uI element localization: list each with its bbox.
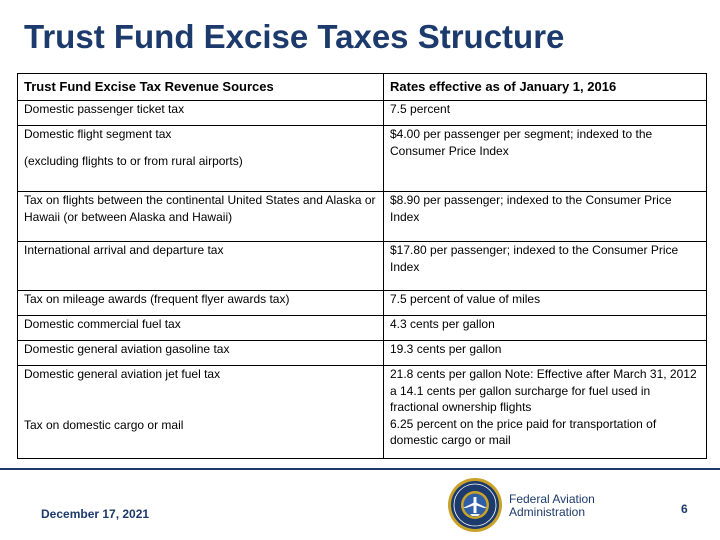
- tax-rate-cell: 7.5 percent: [384, 101, 707, 126]
- column-header-sources: Trust Fund Excise Tax Revenue Sources: [18, 74, 384, 101]
- tax-rate-cell: [384, 366, 707, 459]
- tax-rate-label: 6.25 percent on the price paid for transportation of domestic cargo or mail: [390, 416, 657, 447]
- faa-wordmark-line1: Federal Aviation: [509, 492, 595, 506]
- tax-source-cell: Domestic commercial fuel tax: [18, 316, 384, 341]
- table-row: [18, 192, 707, 242]
- excise-tax-table: [17, 73, 707, 459]
- tax-rate-cell: 4.3 cents per gallon: [384, 316, 707, 341]
- column-header-rates: Rates effective as of January 1, 2016: [384, 74, 707, 101]
- tax-rate-label: 21.8 cents per gallon Note: Effective after March 31, 2012 a 14.1 cents per gallon surcharge for fuel used in fractional ownership flights: [390, 367, 697, 414]
- table-row: [18, 101, 707, 126]
- tax-source-cell: Domestic passenger ticket tax: [18, 101, 384, 126]
- footer-date: December 17, 2021: [41, 507, 150, 521]
- tax-source-cell: [18, 126, 384, 192]
- tax-source-note: (excluding flights to or from rural airports): [24, 153, 243, 168]
- table-row: [18, 341, 707, 366]
- tax-rate-cell: $17.80 per passenger; indexed to the Consumer Price Index: [384, 242, 707, 291]
- tax-source-cell: Tax on flights between the continental United States and Alaska or Hawaii (or between Alaska and Hawaii): [18, 192, 384, 242]
- slide-title: Trust Fund Excise Taxes Structure: [24, 18, 565, 55]
- faa-wordmark-line2: Administration: [509, 504, 586, 519]
- tax-source-label: Domestic general aviation jet fuel tax: [24, 367, 221, 381]
- tax-source-cell: [18, 366, 384, 459]
- tax-source-label: Domestic flight segment tax: [24, 127, 172, 141]
- tax-rate-cell: 19.3 cents per gallon: [384, 341, 707, 366]
- tax-source-cell: Tax on mileage awards (frequent flyer awards tax): [18, 291, 384, 316]
- page-number: 6: [681, 502, 688, 516]
- table-row: [18, 316, 707, 341]
- faa-wordmark: [509, 493, 595, 518]
- tax-source-cell: International arrival and departure tax: [18, 242, 384, 291]
- tax-rate-cell: $8.90 per passenger; indexed to the Consumer Price Index: [384, 192, 707, 242]
- footer-divider: [0, 468, 720, 470]
- table-row: [18, 366, 707, 459]
- tax-rate-cell: 7.5 percent of value of miles: [384, 291, 707, 316]
- table-row: [18, 126, 707, 192]
- tax-source-label: Tax on domestic cargo or mail: [24, 417, 184, 432]
- tax-source-cell: Domestic general aviation gasoline tax: [18, 341, 384, 366]
- table-row: [18, 291, 707, 316]
- table-row: [18, 242, 707, 291]
- faa-seal-icon: [447, 477, 503, 533]
- table-header-row: [18, 74, 707, 101]
- tax-rate-cell: $4.00 per passenger per segment; indexed to the Consumer Price Index: [384, 126, 707, 192]
